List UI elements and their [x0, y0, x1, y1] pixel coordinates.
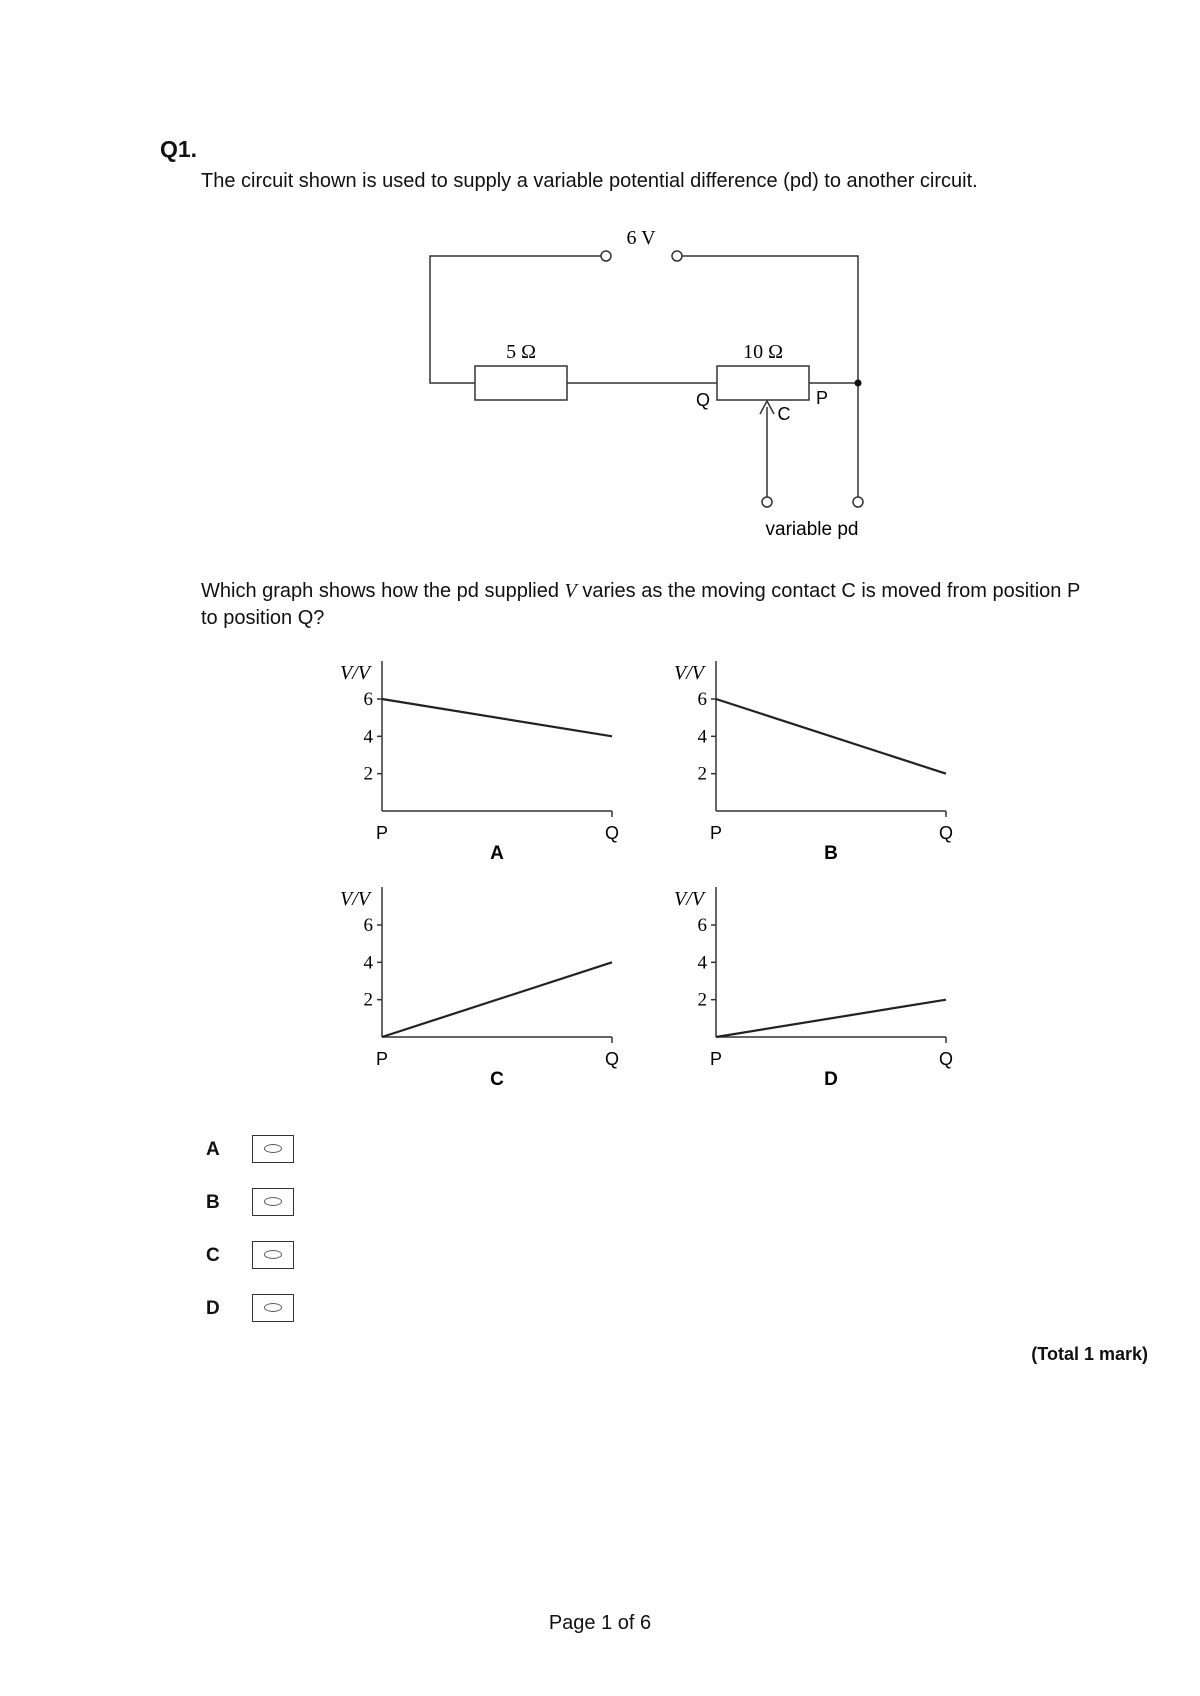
graph-b-tick-label-6: 6 [697, 689, 707, 710]
graph-c-title: C [490, 1069, 504, 1090]
total-marks: (Total 1 mark) [1031, 1344, 1148, 1364]
supply-label: 6 V [626, 227, 656, 249]
option-b-checkbox[interactable] [252, 1188, 294, 1216]
graph-d-title: D [824, 1069, 838, 1090]
option-c-checkbox[interactable] [252, 1241, 294, 1269]
graph-b-x-label-p: P [709, 823, 723, 843]
graph-d-x-label-p: P [709, 1049, 723, 1069]
graph-d-tick-label-6: 6 [697, 915, 707, 936]
option-c-letter: C [206, 1245, 220, 1266]
graph-c-data-line [382, 962, 612, 1037]
graph-d-tick-label-4: 4 [697, 952, 707, 974]
graph-d-data-line [716, 1000, 946, 1037]
graph-c-tick-label-4: 4 [363, 952, 373, 974]
page-footer: Page 1 of 6 [548, 1612, 652, 1634]
graph-a-data-line [382, 699, 612, 736]
option-a-checkbox[interactable] [252, 1135, 294, 1163]
option-d-letter: D [206, 1298, 220, 1319]
oval-icon [264, 1197, 282, 1206]
graph-b-tick-label-2: 2 [697, 763, 707, 785]
graph-a-x-label-p: P [375, 823, 389, 843]
graph-b-tick-label-4: 4 [697, 726, 707, 748]
graph-c-y-label: V/V [340, 888, 370, 910]
graph-a-title: A [490, 843, 504, 864]
graph-b-title: B [824, 843, 838, 864]
graph-b-data-line [716, 699, 946, 774]
graph-c-x-label-p: P [375, 1049, 389, 1069]
graph-c-tick-label-2: 2 [363, 989, 373, 1011]
resistor1-label: 5 Ω [506, 341, 536, 363]
graph-d-y-label: V/V [674, 888, 704, 910]
option-b-letter: B [206, 1192, 220, 1213]
graph-a-y-label: V/V [340, 662, 370, 684]
graph-b-y-label: V/V [674, 662, 704, 684]
option-a-letter: A [206, 1139, 220, 1160]
graph-a-tick-label-4: 4 [363, 726, 373, 748]
oval-icon [264, 1303, 282, 1312]
question-number: Q1. [160, 136, 198, 162]
oval-icon [264, 1250, 282, 1259]
graph-b-x-label-q: Q [938, 823, 954, 843]
graph-a-tick-label-6: 6 [363, 689, 373, 710]
graph-c-tick-label-6: 6 [363, 915, 373, 936]
question-prompt: Which graph shows how the pd supplied V varies as the moving contact C is moved from position P to position Q? [201, 580, 1080, 629]
contact-label: C [777, 404, 791, 424]
graph-a-x-label-q: Q [604, 823, 620, 843]
oval-icon [264, 1144, 282, 1153]
graph-d-tick-label-2: 2 [697, 989, 707, 1011]
option-d-checkbox[interactable] [252, 1294, 294, 1322]
output-label: variable pd [765, 519, 859, 540]
end-p-label: P [815, 388, 829, 408]
question-intro: The circuit shown is used to supply a variable potential difference (pd) to another circuit. [201, 170, 978, 192]
resistor2-label: 10 Ω [743, 341, 783, 363]
end-q-label: Q [695, 390, 711, 410]
graph-a-tick-label-2: 2 [363, 763, 373, 785]
graph-d-x-label-q: Q [938, 1049, 954, 1069]
graph-c-x-label-q: Q [604, 1049, 620, 1069]
